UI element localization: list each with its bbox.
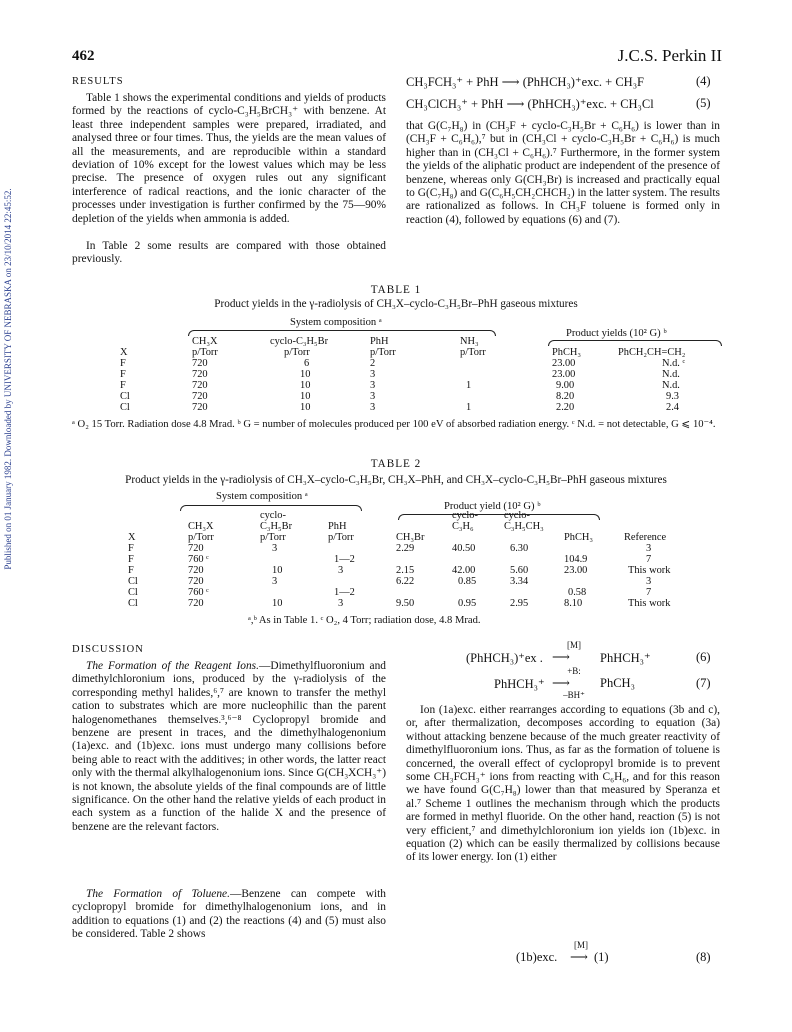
- cell: 2.29: [396, 543, 415, 554]
- cell: 1—2: [334, 554, 355, 565]
- equation-7-right: PhCH₃: [600, 676, 635, 690]
- cell: [452, 554, 504, 565]
- cell: 9.00: [556, 380, 575, 391]
- t1-h-phh: PhH: [370, 336, 389, 347]
- t1-h-x: X: [120, 347, 128, 358]
- cell: [564, 543, 620, 554]
- t1-h-ch3x: CH₃X: [192, 336, 218, 347]
- cell: 1: [466, 380, 472, 391]
- cell: [452, 587, 504, 598]
- cell: 5.60: [510, 565, 529, 576]
- cell: 0.85: [458, 576, 477, 587]
- watermark-text: Published on 01 January 1982. Downloaded by UNIVERSITY OF NEBRASKA on 23/10/2014 22:45:52.: [3, 188, 13, 570]
- cell: [504, 587, 564, 598]
- cell: [396, 554, 452, 565]
- cell: Cl: [128, 587, 138, 598]
- t1-h-cyclo: cyclo-C₃H₅Br: [270, 336, 329, 347]
- cell: 0.58: [568, 587, 587, 598]
- t2-h1-cyclo3: cyclo-: [504, 510, 530, 521]
- t2-h-reference: Reference: [624, 532, 667, 543]
- cell: 42.00: [452, 565, 476, 576]
- equation-4-number: (4): [696, 74, 711, 88]
- journal-title: J.C.S. Perkin II: [617, 46, 722, 65]
- cell: F: [128, 543, 134, 554]
- t2-h-c3h5ch3: C₃H₅CH₃: [504, 521, 544, 532]
- discussion-right-paragraph: Ion (1a)exc. either rearranges according to equations (3b and c), or, after thermalization, decomposes according to equation (3a) without attacking benzene because of the much greater reactivity of dimethylfluoronium ions. Thus, as far as the formation of toluene is concerned, the overall effect of cyclopropyl bromide is to prevent some CH₃FCH₃⁺ ions from reacting with C₆H₆, and for this reason we have found G(C₇H₈) lower than that measured by Speranza et al.⁷ Scheme 1 outlines the mechanism through which the products are formed in methyl fluoride. On the other hand, reaction (5) is not very efficient,⁷ and dimethylchloronium ion yields ion (1b)exc. in equation (2) which can be easily thermalized by collisions because of its lower energy. Ion (1) either: [406, 704, 720, 864]
- cell: Cl: [128, 598, 138, 609]
- table1-group-system: System composition ᵃ: [290, 317, 382, 328]
- cell: 2.15: [396, 565, 415, 576]
- cell: 9.50: [396, 598, 415, 609]
- cell: 6.30: [510, 543, 529, 554]
- t1-h-phch3: PhCH₃: [552, 347, 582, 358]
- cell: 720: [192, 402, 208, 413]
- table-row: [120, 369, 718, 380]
- t2-h-ch3br: CH₃Br: [396, 532, 425, 543]
- cell: 2.20: [556, 402, 575, 413]
- cell: 1—2: [334, 587, 355, 598]
- t2-h-c3h6: C₃H₆: [452, 521, 474, 532]
- cell: 3: [338, 565, 344, 576]
- cell: [396, 587, 452, 598]
- cell: 10: [300, 402, 311, 413]
- cell: 720: [188, 565, 204, 576]
- cell: F: [120, 380, 126, 391]
- table-row: [120, 402, 718, 413]
- table1-footnote: ᵃ O₂ 15 Torr. Radiation dose 4.8 Mrad. ᵇ G = number of molecules produced per 100 eV of absorbed radiation energy. ᶜ N.d. = not detectable, G ⩽ 10⁻⁴.: [72, 419, 716, 430]
- cell: 104.9: [564, 554, 588, 565]
- equation-7-number: (7): [696, 676, 711, 690]
- cell: 760 ᶜ: [188, 587, 209, 598]
- equation-8-left: (1b)exc.: [516, 950, 558, 964]
- results-heading: RESULTS: [72, 76, 124, 87]
- cell: 720: [192, 380, 208, 391]
- equation-7-over: +B:: [567, 666, 581, 676]
- table1: [120, 336, 718, 413]
- cell: [460, 358, 552, 369]
- t2-h-x: X: [128, 532, 136, 543]
- table-row: [128, 576, 690, 587]
- cell: 3.34: [510, 576, 529, 587]
- table2-group-yields: Product yield (10² G) ᵇ: [444, 501, 541, 512]
- cell: [260, 587, 328, 598]
- t1-h-allyl: PhCH₂CH=CH₂: [618, 347, 686, 358]
- cell: 10: [300, 369, 311, 380]
- cell: 3: [370, 380, 376, 391]
- cell: N.d. ᶜ: [662, 358, 686, 369]
- table2-label: TABLE 2: [370, 458, 422, 470]
- table-row: [128, 554, 690, 565]
- cell: 9.3: [666, 391, 679, 402]
- table1-label: TABLE 1: [370, 284, 422, 296]
- table1-group-yields: Product yields (10² G) ᵇ: [566, 328, 667, 339]
- cell: Cl: [120, 391, 130, 402]
- equation-6-right: PhHCH₃⁺: [600, 651, 651, 665]
- cell: 720: [192, 391, 208, 402]
- cell: [328, 543, 396, 554]
- page-number: 462: [72, 48, 95, 64]
- cell: 720: [188, 543, 204, 554]
- equation-5: CH₃ClCH₃⁺ + PhH ⟶ (PhHCH₃)⁺exc. + CH₃Cl: [406, 97, 654, 111]
- t1-h-unit: p/Torr: [370, 347, 396, 358]
- table-row: [128, 598, 690, 609]
- cell: 1: [466, 402, 472, 413]
- cell: This work: [628, 565, 671, 576]
- t2-h-unit: p/Torr: [260, 532, 286, 543]
- table-row: [128, 587, 690, 598]
- table-row: [128, 543, 690, 554]
- cell: 6.22: [396, 576, 415, 587]
- cell: F: [120, 358, 126, 369]
- cell: 0.95: [458, 598, 477, 609]
- t2-h-unit: p/Torr: [188, 532, 214, 543]
- t2-h1-cyclo2: cyclo-: [452, 510, 478, 521]
- cell: 3: [370, 369, 376, 380]
- table2: [128, 510, 690, 609]
- equation-6-over: [M]: [567, 640, 581, 650]
- cell: 7: [646, 587, 652, 598]
- discussion-paragraph-2: [72, 888, 386, 942]
- equation-6-arrow: ⟶: [552, 650, 570, 664]
- cell: [260, 554, 328, 565]
- cell: 760 ᶜ: [188, 554, 209, 565]
- equation-7-arrow: ⟶: [552, 676, 570, 690]
- cell: Cl: [128, 576, 138, 587]
- t2-h1-cyclo: cyclo-: [260, 510, 286, 521]
- equation-8-right: (1): [594, 950, 609, 964]
- cell: F: [120, 369, 126, 380]
- equation-8-number: (8): [696, 950, 711, 964]
- table1-caption: Product yields in the γ-radiolysis of CH₃X–cyclo-C₃H₅Br–PhH gaseous mixtures: [214, 298, 578, 310]
- discussion-paragraph-2-text: —Benzene can compete with cyclopropyl bromide for dimethylhalogenonium ions, and in addition to equations (1) and (2) the reactions (4) and (5) must also be considered. Table 2 shows: [72, 888, 386, 941]
- table-row: [120, 380, 718, 391]
- equation-8-arrow: ⟶: [570, 950, 588, 964]
- cell: 2.4: [666, 402, 679, 413]
- t1-h-unit: p/Torr: [460, 347, 486, 358]
- t1-h-unit: p/Torr: [284, 347, 310, 358]
- cell: 3: [370, 391, 376, 402]
- cell: 40.50: [452, 543, 476, 554]
- cell: Cl: [120, 402, 130, 413]
- discussion-paragraph-1: [72, 660, 386, 834]
- table2-footnote: ᵃ,ᵇ As in Table 1. ᶜ O₂, 4 Torr; radiation dose, 4.8 Mrad.: [248, 615, 481, 626]
- cell: 10: [300, 391, 311, 402]
- equation-8-over: [M]: [574, 940, 588, 950]
- cell: 720: [188, 598, 204, 609]
- t1-h-unit: p/Torr: [192, 347, 218, 358]
- cell: 720: [188, 576, 204, 587]
- cell: [460, 369, 552, 380]
- cell: 23.00: [552, 358, 576, 369]
- equation-6-left: (PhHCH₃)⁺ex .: [466, 651, 543, 665]
- table-row: [128, 565, 690, 576]
- discussion-paragraph-1-text: —Dimethylfluoronium and dimethylchloronium ions, produced by the γ-radiolysis of the corresponding methyl halides,⁶,⁷ are known to transfer the methyl cation to substrates which are more nucleophilic than the parent halogenomethanes themselves.³,⁶⁻⁸ Cyclopropyl bromide and benzene are present in traces, and the dimethylhalogenonium (1a)exc. and (1b)exc. ions must undergo many collisions before being able to react with the additives; in other words, the latter react only with the thermal alkylhalogenonium ions. Since G(CH₃XCH₃⁺) is not known, the absolute yields of the final compounds are of little significance. On the other hand the relative yields of each product in each system as a function of the halide X and the presence of benzene are the relevant factors.: [72, 660, 386, 833]
- subheading-reagent-ions: The Formation of the Reagent Ions.: [86, 660, 259, 672]
- table2-caption: Product yields in the γ-radiolysis of CH₃X–cyclo-C₃H₅Br, CH₃X–PhH, and CH₃X–cyclo-C₃H₅Br–PhH gaseous mixtures: [125, 474, 667, 486]
- equation-5-number: (5): [696, 96, 711, 110]
- cell: F: [128, 565, 134, 576]
- cell: 3: [646, 543, 652, 554]
- cell: 720: [192, 358, 208, 369]
- cell: 3: [646, 576, 652, 587]
- cell: 2.95: [510, 598, 529, 609]
- cell: 10: [272, 565, 283, 576]
- equation-7-under: –BH⁺: [563, 690, 585, 700]
- t2-h-unit: p/Torr: [328, 532, 354, 543]
- cell: 720: [192, 369, 208, 380]
- t2-h-phh: PhH: [328, 521, 347, 532]
- cell: 8.20: [556, 391, 575, 402]
- cell: [328, 576, 396, 587]
- t2-h-c3h5br: C₃H₅Br: [260, 521, 293, 532]
- results-paragraph-2: In Table 2 some results are compared with those obtained previously.: [72, 240, 386, 266]
- cell: [460, 391, 552, 402]
- cell: 10: [300, 380, 311, 391]
- cell: [504, 554, 564, 565]
- results-paragraph-1: Table 1 shows the experimental conditions and yields of products formed by the reactions of cyclo-C₃H₅BrCH₃⁺ with benzene. At least three independent samples were prepared, irradiated, and analysed three or four times. Thus, the yields are the mean values of all the measurements, and are reproducible within a standard deviation of 10% except for the lowest values which may be less precise. The presence of oxygen rules out any significant interference of radical reactions, and the ionic character of the processes under investigation is further confirmed by the 75—90% depletion of the yields when ammonia is added.: [72, 92, 386, 225]
- subheading-toluene: The Formation of Toluene.: [86, 888, 230, 900]
- t1-h-nh3: NH₃: [460, 336, 479, 347]
- table2-group-system: System composition ᵃ: [216, 491, 308, 502]
- cell: 3: [370, 402, 376, 413]
- cell: 23.00: [564, 565, 588, 576]
- cell: 23.00: [552, 369, 576, 380]
- cell: 8.10: [564, 598, 583, 609]
- cell: N.d.: [662, 380, 680, 391]
- cell: 10: [272, 598, 283, 609]
- cell: 3: [272, 543, 278, 554]
- download-watermark: [2, 130, 14, 630]
- cell: This work: [628, 598, 671, 609]
- cell: [564, 576, 620, 587]
- discussion-heading: DISCUSSION: [72, 644, 144, 655]
- cell: 3: [338, 598, 344, 609]
- cell: 3: [272, 576, 278, 587]
- cell: 6: [304, 358, 310, 369]
- cell: N.d.: [662, 369, 680, 380]
- t2-h-ch3x: CH₃X: [188, 521, 214, 532]
- cell: 2: [370, 358, 376, 369]
- table-row: [120, 358, 718, 369]
- equation-7-left: PhHCH₃⁺: [494, 677, 545, 691]
- results-right-paragraph: that G(C₇H₈) in (CH₃F + cyclo-C₃H₅Br + C₆H₆) is lower than in (CH₃F + C₆H₆),⁷ but in (CH₃Cl + cyclo-C₃H₅Br + C₆H₆) is much higher than in (CH₃Cl + C₆H₆).⁷ Furthermore, in the former system the yields of the aliphatic product are independent of the presence of benzene, whereas only G(CH₃Br) is increased and practically equal to G(C₇H₈) and G(C₆H₅CH₂CHCH₂) in the latter system. The results are rationalized as follows. In CH₃F toluene is formed only in reaction (4), followed by equations (6) and (7).: [406, 120, 720, 226]
- cell: F: [128, 554, 134, 565]
- table-row: [120, 391, 718, 402]
- equation-6-number: (6): [696, 650, 711, 664]
- t2-h-phch3: PhCH₃: [564, 532, 594, 543]
- cell: 7: [646, 554, 652, 565]
- equation-4: CH₃FCH₃⁺ + PhH ⟶ (PhHCH₃)⁺exc. + CH₃F: [406, 75, 645, 89]
